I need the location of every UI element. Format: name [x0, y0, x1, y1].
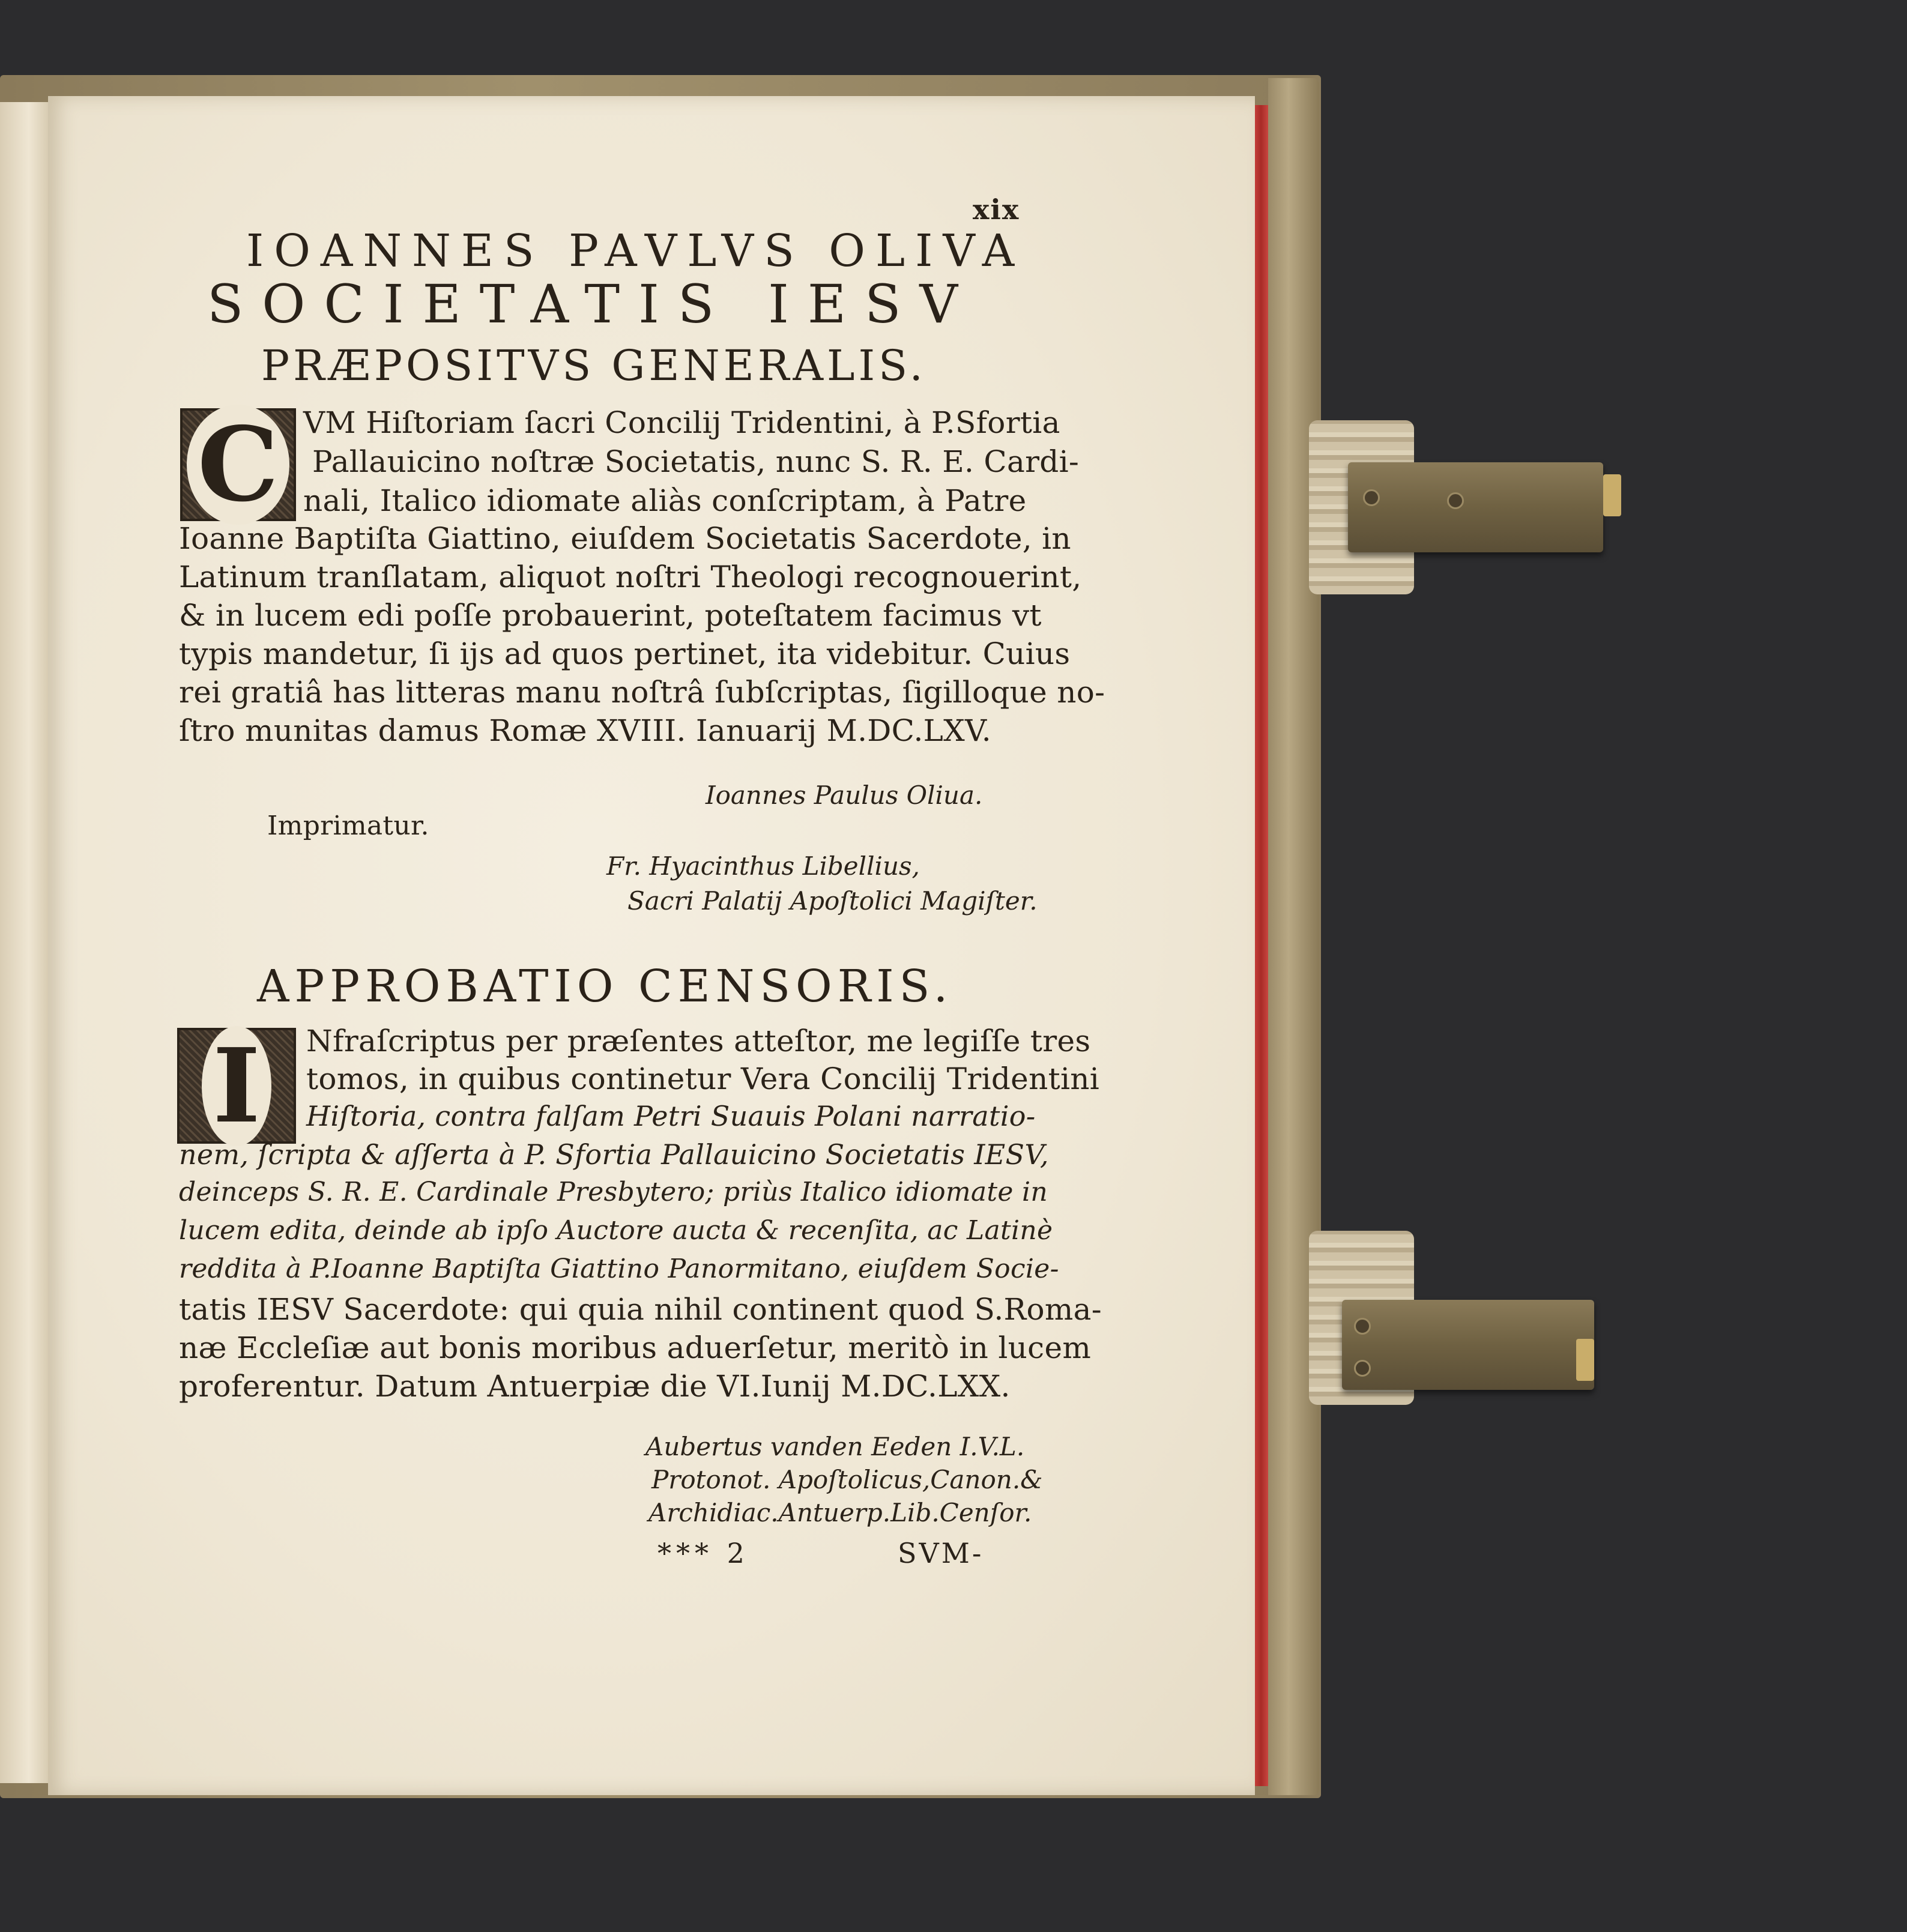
censor-signature-1: Aubertus vanden Eeden I.V.L.	[645, 1432, 1025, 1461]
rivet-icon	[1354, 1318, 1371, 1335]
rivet-icon	[1447, 492, 1464, 509]
approbatio-line: tatis IESV Sacerdote: qui quia nihil continent quod S.Roma-	[179, 1292, 1102, 1327]
censor-signature-3: Archidiac.Antuerp.Lib.Cenſor.	[648, 1498, 1032, 1527]
red-page-edges	[1254, 105, 1268, 1786]
catchword: SVM-	[898, 1537, 984, 1569]
heading-line-1: IOANNES PAVLVS OLIVA	[246, 225, 1025, 277]
decree-line: Latinum tranſlatam, aliquot noſtri Theologi recognouerint,	[179, 560, 1082, 594]
decree-line: ſtro munitas damus Romæ XVIII. Ianuarij M.DC.LXV.	[179, 713, 991, 748]
facing-page-edge	[0, 102, 48, 1783]
cover-edge	[1268, 78, 1319, 1795]
imprimatur-label: Imprimatur.	[267, 811, 429, 841]
censor-signature-2: Protonot. Apoſtolicus,Canon.&	[651, 1465, 1043, 1494]
decree-line: typis mandetur, ſi ijs ad quos pertinet, ita videbitur. Cuius	[179, 636, 1071, 671]
lower-clasp-tip	[1576, 1339, 1594, 1381]
approbatio-heading: APPROBATIO CENSORIS.	[257, 961, 953, 1012]
rivet-icon	[1363, 489, 1380, 506]
heading-line-2: SOCIETATIS IESV	[207, 273, 976, 335]
decorated-initial-i: I	[177, 1028, 296, 1144]
approbatio-line: tomos, in quibus continetur Vera Concilij Tridentini	[306, 1061, 1100, 1096]
signature-libellius: Fr. Hyacinthus Libellius,	[606, 851, 920, 881]
heading-line-3: PRÆPOSITVS GENERALIS.	[261, 341, 926, 390]
approbatio-line: lucem edita, deinde ab ipſo Auctore aucta & recenſita, ac Latinè	[179, 1215, 1053, 1246]
approbatio-line: næ Eccleſiæ aut bonis moribus aduerſetur, meritò in lucem	[179, 1330, 1092, 1365]
signature-mark: *** 2	[657, 1537, 749, 1569]
decree-line: rei gratiâ has litteras manu noſtrâ ſubſcriptas, ſigilloque no-	[179, 675, 1105, 710]
decorated-initial-c: C	[180, 408, 296, 521]
signature-oliva: Ioannes Paulus Oliua.	[706, 780, 983, 810]
page-number: xix	[973, 193, 1020, 226]
decree-line: nali, Italico idiomate aliàs conſcriptam, à Patre	[303, 483, 1027, 518]
upper-clasp-strap	[1348, 462, 1603, 552]
approbatio-line: reddita à P.Ioanne Baptiſta Giattino Panormitano, eiuſdem Socie-	[179, 1254, 1059, 1284]
decree-line: Pallauicino noſtræ Societatis, nunc S. R. E. Cardi-	[312, 444, 1080, 479]
approbatio-line: nem, ſcripta & aſſerta à P. Sfortia Pallauicino Societatis IESV,	[179, 1138, 1049, 1171]
approbatio-line: deinceps S. R. E. Cardinale Presbytero; priùs Italico idiomate in	[179, 1177, 1048, 1207]
decree-line: Ioanne Baptiſta Giattino, eiuſdem Societatis Sacerdote, in	[179, 521, 1071, 556]
lower-clasp-strap	[1342, 1300, 1594, 1390]
upper-clasp-tip	[1603, 474, 1621, 516]
decree-line: & in lucem edi poſſe probauerint, poteſtatem facimus vt	[179, 598, 1042, 633]
rivet-icon	[1354, 1360, 1371, 1377]
approbatio-line: proferentur. Datum Antuerpiæ die VI.Iunij M.DC.LXX.	[179, 1369, 1011, 1404]
signature-libellius-title: Sacri Palatij Apoſtolici Magiſter.	[627, 886, 1038, 916]
decree-line: VM Hiſtoriam ſacri Concilij Tridentini, à P.Sfortia	[303, 405, 1060, 440]
approbatio-line: Nfraſcriptus per præſentes atteſtor, me legiſſe tres	[306, 1024, 1091, 1058]
approbatio-line: Hiſtoria, contra falſam Petri Suauis Polani narratio-	[306, 1100, 1036, 1132]
